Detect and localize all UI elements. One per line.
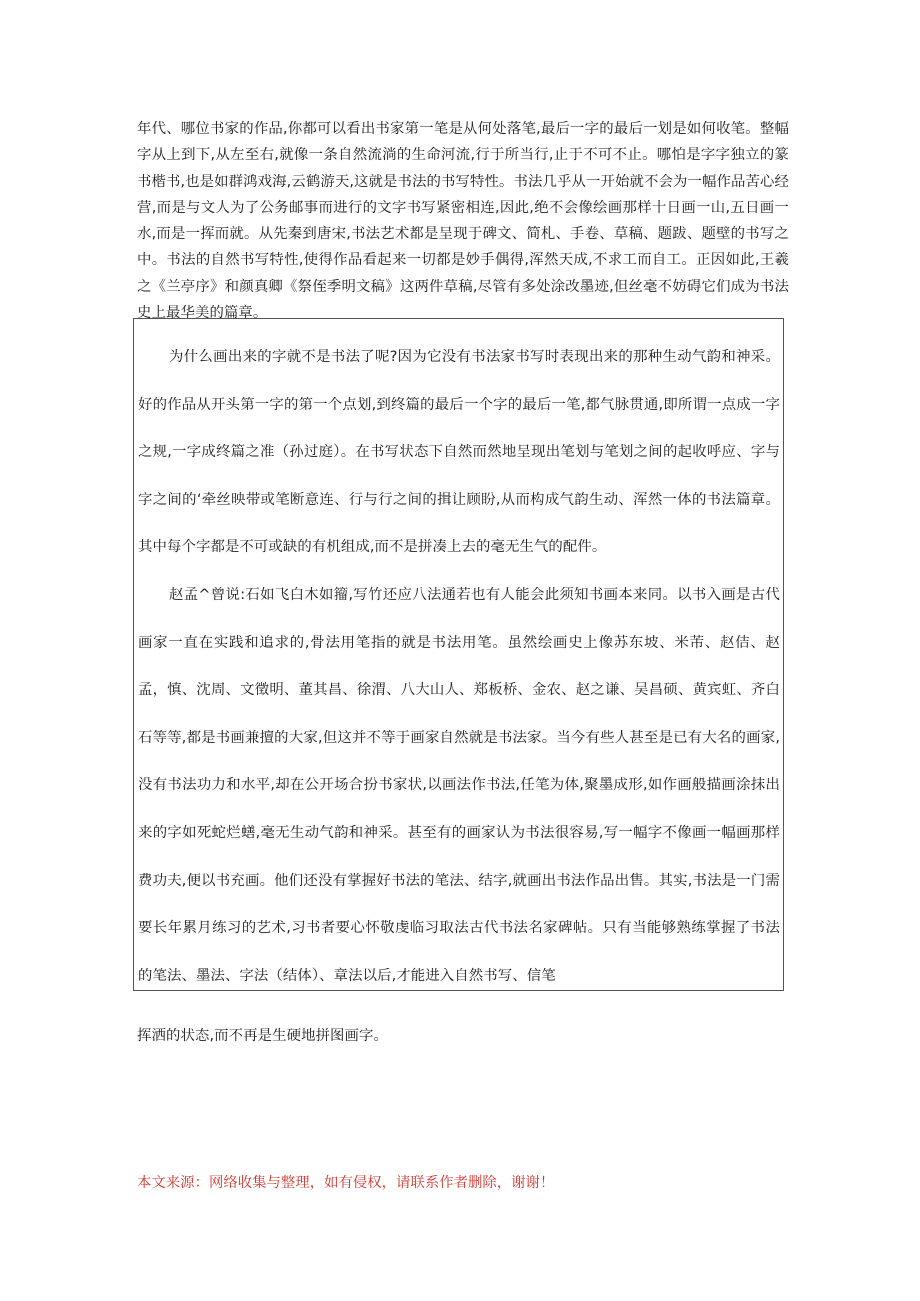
closing-line: 挥洒的状态,而不再是生硬地拼图画字。	[137, 1028, 389, 1044]
box-paragraph-2: 赵孟^曾说:石如飞白木如籀,写竹还应八法通若也有人能会此须知书画本来同。以书入画是古代画家一直在实践和追求的,骨法用笔指的就是书法用笔。虽然绘画史上像苏东坡、米芾、赵佶、赵孟，慎、沈周、文徵明、董其昌、徐渭、八大山人、郑板桥、金农、赵之谦、吴昌硕、黄宾虹、齐白石等等,都是书画兼擅的大家,但这并不等于画家自然就是书法家。当今有些人甚至是已有大名的画家,没有书法功力和水平,却在公开场合扮书家状,以画法作书法,任笔为体,聚墨成形,如作画般描画涂抹出来的字如死蛇烂蟮,毫无生动气韵和神采。甚至有的画家认为书法很容易,写一幅字不像画一幅画那样费功夫,便以书充画。他们还没有掌握好书法的笔法、结字,就画出书法作品出售。其实,书法是一门需要长年累月练习的艺术,习书者要心怀敬虔临习取法古代书法名家碑帖。只有当能够熟练掌握了书法的笔法、墨法、字法（结体）、章法以后,才能进入自然书写、信笔	[138, 587, 780, 984]
source-note: 本文来源：网络收集与整理，如有侵权，请联系作者删除，谢谢！	[137, 1175, 555, 1191]
box-paragraph-1: 为什么画出来的字就不是书法了呢?因为它没有书法家书写时表现出来的那种生动气韵和神采。好的作品从开头第一字的第一个点划,到终篇的最后一个字的最后一笔,都气脉贯通,即所谓一点成一字之规,一字成终篇之准（孙过庭）。在书写状态下自然而然地呈现出笔划与笔划之间的起收呼应、字与字之间的‘牵丝映带或笔断意连、行与行之间的揖让顾盼,从而构成气韵生动、浑然一体的书法篇章。其中每个字都是不可或缺的有机组成,而不是拼凑上去的毫无生气的配件。	[138, 349, 780, 556]
bordered-text-box	[133, 318, 784, 991]
top-paragraph: 年代、哪位书家的作品,你都可以看出书家第一笔是从何处落笔,最后一字的最后一划是如何收笔。整幅字从上到下,从左至右,就像一条自然流淌的生命河流,行于所当行,止于不可不止。哪怕是字字独立的篆书楷书,也是如群鸿戏海,云鹤游天,这就是书法的书写特性。书法几乎从一开始就不会为一幅作品苦心经营,而是与文人为了公务邮事而进行的文字书写紧密相连,因此,绝不会像绘画那样十日画一山,五日画一水,而是一挥而就。从先秦到唐宋,书法艺术都是呈现于碑文、简札、手卷、草稿、题跋、题壁的书写之中。书法的自然书写特性,使得作品看起来一切都是妙手偶得,浑然天成,不求工而自工。正因如此,王羲之《兰亭序》和颜真卿《祭侄季明文稿》这两件草稿,尽管有多处涂改墨迹,但丝毫不妨碍它们成为书法史上最华美的篇章。	[137, 121, 789, 322]
